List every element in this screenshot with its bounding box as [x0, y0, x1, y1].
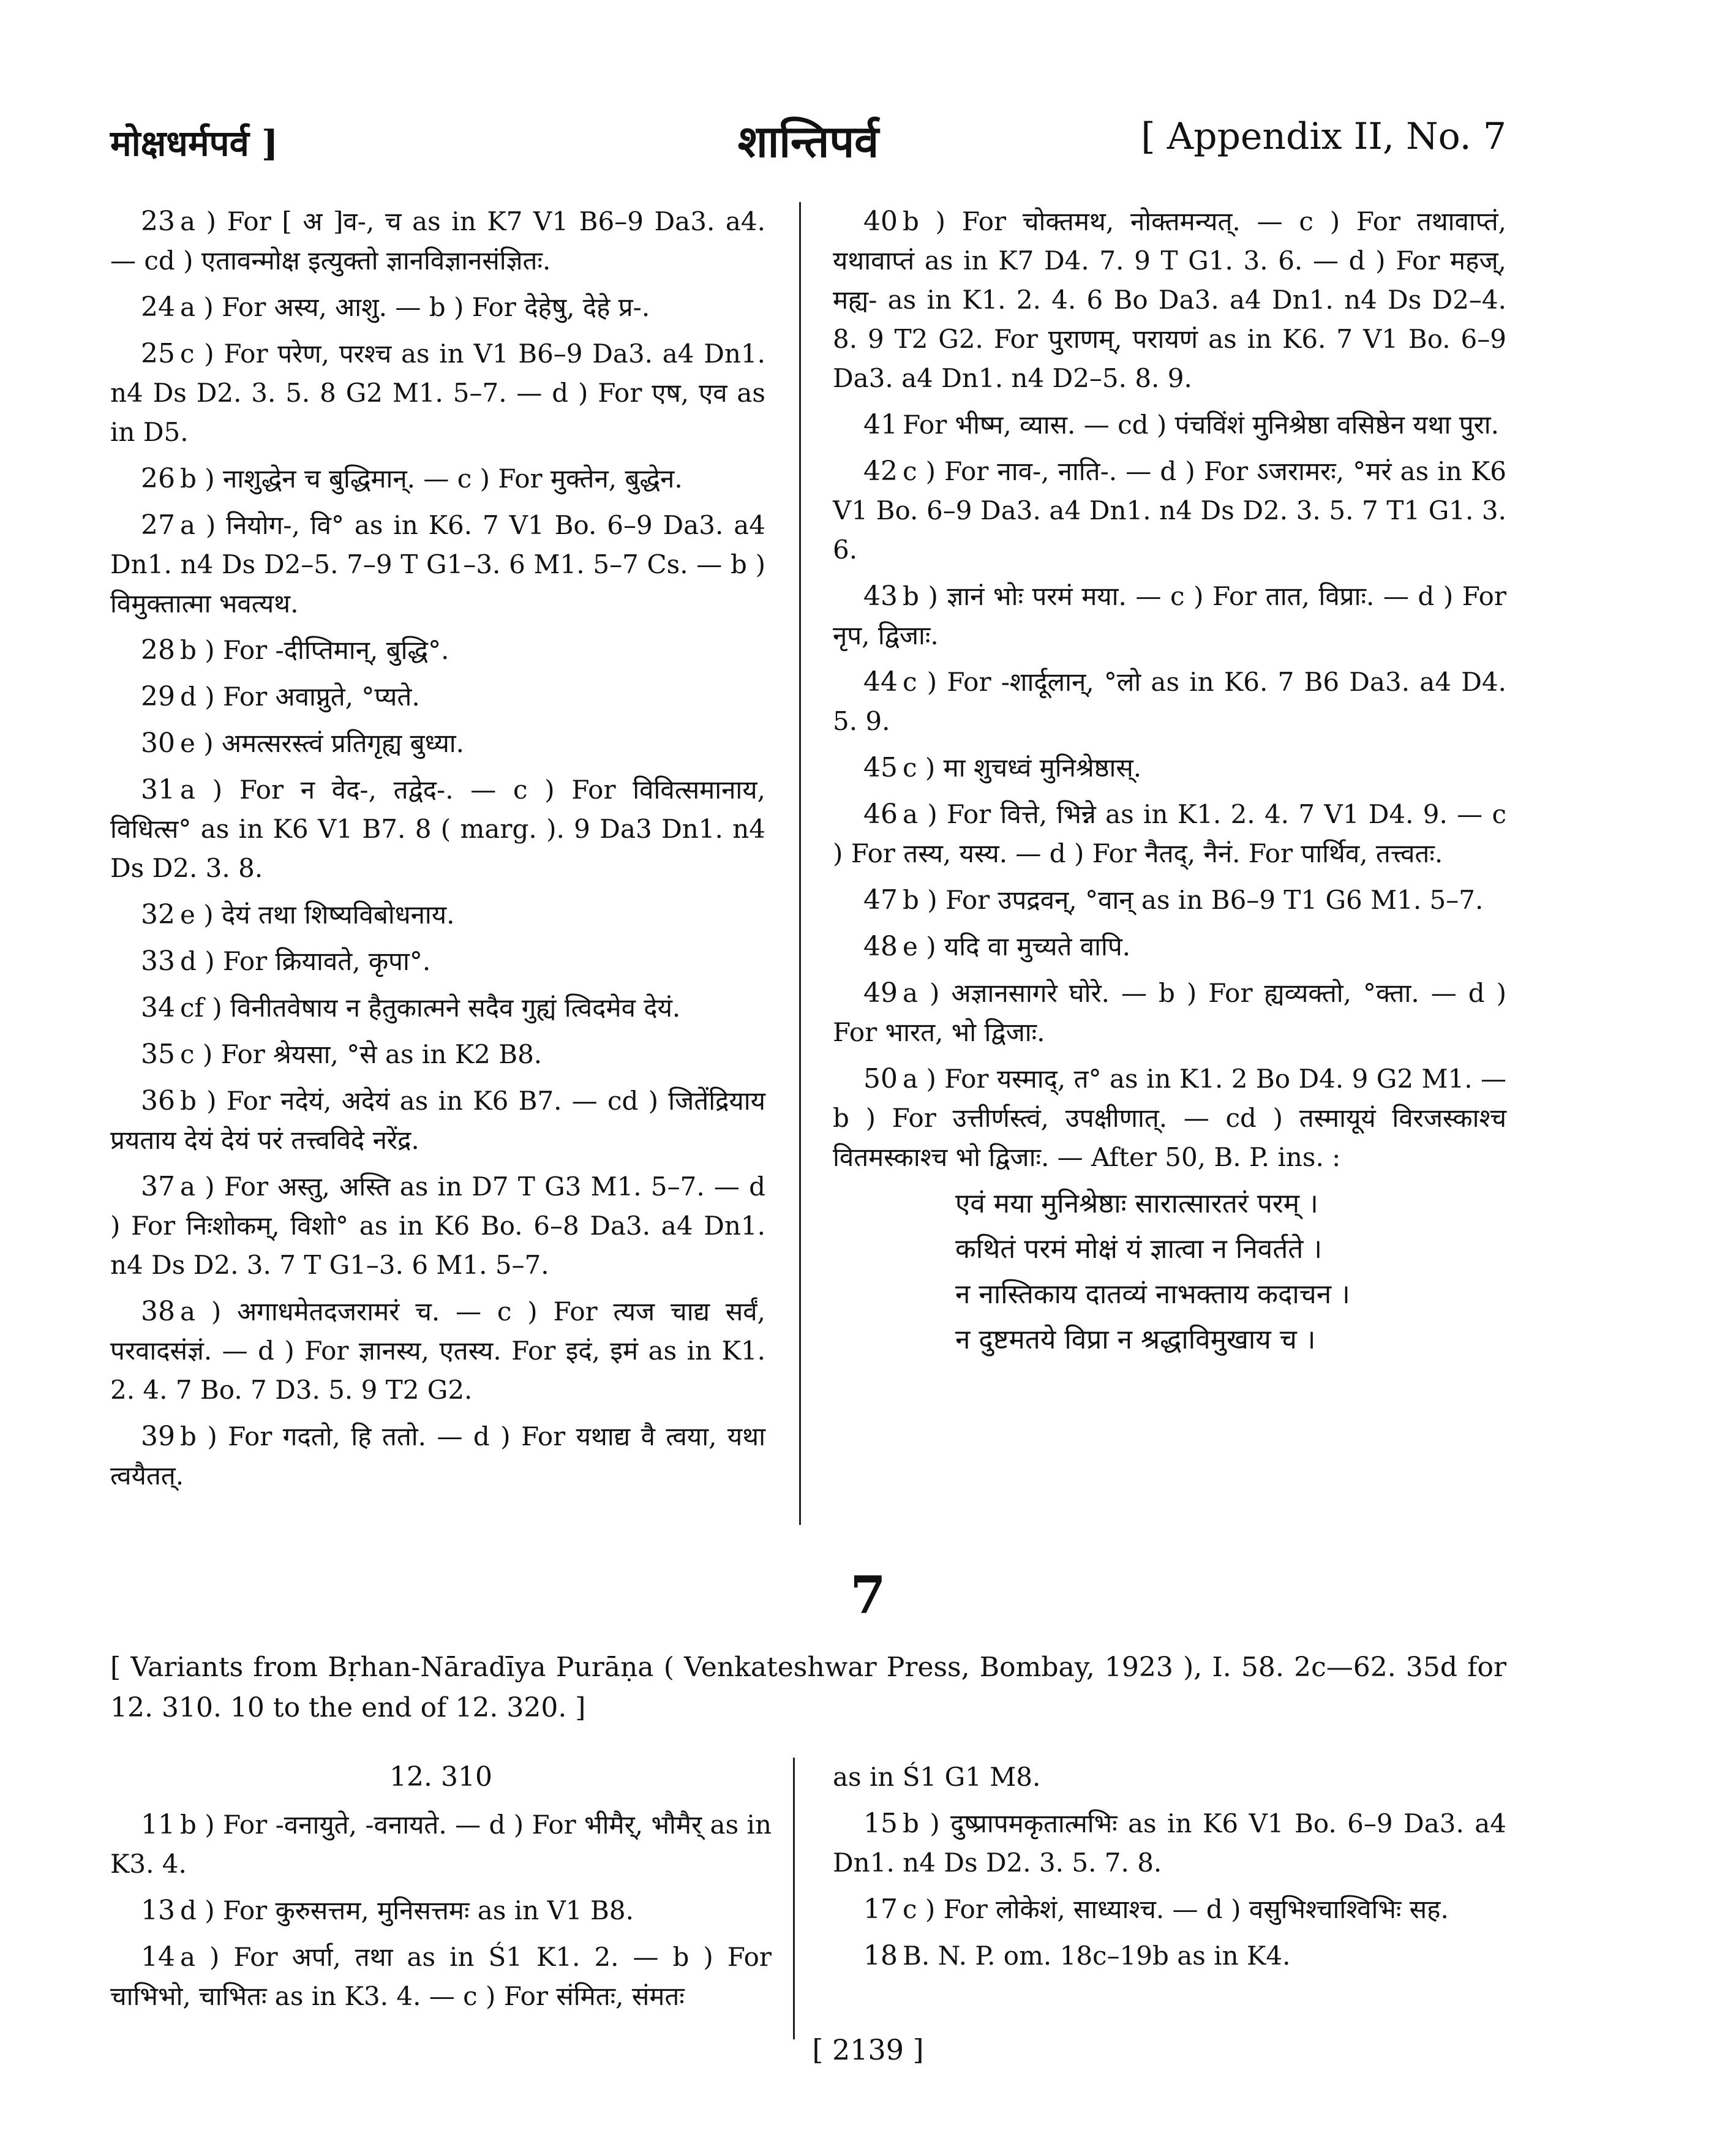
variant-entry [833, 1936, 1506, 1976]
verse-number: 30 [141, 728, 175, 759]
column-divider-bottom [793, 1758, 795, 2039]
verse-number: 47 [863, 884, 898, 916]
verse-number: 29 [141, 681, 175, 712]
verse-number: 17 [863, 1894, 898, 1925]
variant-entry [110, 895, 765, 935]
variant-text: a ) For [ अ ]व-, च as in K7 V1 B6–9 Da3. a4. — cd ) एतावन्मोक्ष इत्युक्तो ज्ञानविज्ञानसंज्ञितः. [110, 206, 765, 276]
verse-number: 42 [863, 456, 898, 487]
verse-number: 44 [863, 666, 898, 698]
variant-entry [110, 1082, 765, 1160]
verse-number: 50 [863, 1063, 898, 1094]
variant-text: a ) For अर्पा, तथा as in Ś1 K1. 2. — b ) For चाभिभो, चाभितः as in K3. 4. — c ) For संमितः, संमतः [110, 1942, 772, 2011]
variant-text: b ) For -वनायुते, -वनायते. — d ) For भीमैर्, भौमैर् as in K3. 4. [110, 1810, 772, 1879]
left-column-top [110, 202, 765, 1503]
right-column-top [833, 202, 1506, 1366]
variant-text: b ) For -दीप्तिमान्, बुद्धि°. [180, 635, 449, 665]
verse-number: 46 [863, 799, 898, 830]
variant-text: a ) नियोग-, वि° as in K6. 7 V1 Bo. 6–9 Da3. a4 Dn1. n4 Ds D2–5. 7–9 T G1–3. 6 M1. 5–7 Cs. — b ) विमुक्तात्मा भवत्यथ. [110, 510, 765, 619]
verse-number: 45 [863, 752, 898, 783]
variant-entry [110, 1891, 772, 1930]
verse-number: 25 [141, 338, 175, 369]
variant-text: d ) For कुरुसत्तम, मुनिसत्तमः as in V1 B8. [180, 1895, 634, 1925]
variant-text: c ) For परेण, परश्च as in V1 B6–9 Da3. a4 Dn1. n4 Ds D2. 3. 5. 8 G2 M1. 5–7. — d ) For एष, एव as in D5. [110, 339, 765, 447]
variant-text: b ) For गदतो, हि ततो. — d ) For यथाद्य वै त्वया, यथा त्वयैतत्. [110, 1421, 765, 1491]
section-number: 7 [850, 1565, 886, 1625]
variant-entry [833, 405, 1506, 445]
verse-number: 23 [141, 206, 175, 237]
variant-text: b ) ज्ञानं भोः परमं मया. — c ) For तात, विप्राः. — d ) For नृप, द्विजाः. [833, 581, 1506, 650]
variant-entry [110, 288, 765, 327]
verse-number: 15 [863, 1808, 898, 1839]
subsection-heading: 12. 310 [389, 1761, 492, 1793]
variant-text: B. N. P. om. 18c–19b as in K4. [903, 1941, 1291, 1971]
variant-entry [833, 974, 1506, 1052]
variant-text: e ) यदि वा मुच्यते वापि. [903, 931, 1131, 961]
page-number: [ 2139 ] [812, 2033, 924, 2066]
verse-number: 18 [863, 1940, 898, 1971]
verse-number: 31 [141, 774, 175, 805]
verse-number: 32 [141, 899, 175, 930]
variant-entry [833, 1059, 1506, 1177]
variant-entry [110, 1417, 765, 1496]
page-header [110, 110, 1506, 178]
variant-entry [833, 577, 1506, 655]
variant-entry [110, 942, 765, 981]
variant-entry [833, 1804, 1506, 1883]
verse-line: न नास्तिकाय दातव्यं नाभक्ताय कदाचन । [955, 1279, 1350, 1310]
right-column-bottom [833, 1758, 1506, 1983]
variant-text: b ) For चोक्तमथ, नोक्तमन्यत्. — c ) For तथावाप्तं, यथावाप्तं as in K7 D4. 7. 9 T G1. 3. 6. — d ) For महज्, मह्य- as in K1. 2. 4. 6 Bo Da3. a4 Dn1. n4 Ds D2–4. 8. 9 T2 G2. For पुराणम्, परायणं as in K6. 7 V1 Bo. 6–9 Da3. a4 Dn1. n4 D2–5. 8. 9. [833, 206, 1506, 393]
variant-text: e ) अमत्सरस्त्वं प्रतिगृह्य बुध्या. [180, 728, 465, 758]
verse-number: 49 [863, 977, 898, 1009]
variant-entry [110, 1805, 772, 1884]
variant-entry [833, 927, 1506, 966]
left-column-bottom [110, 1758, 772, 2023]
variant-entry [833, 881, 1506, 920]
variant-entry [110, 506, 765, 623]
variant-entry [833, 795, 1506, 873]
variant-text: a ) अज्ञानसागरे घोरे. — b ) For ह्यव्यक्तो, °क्ता. — d ) For भारत, भो द्विजाः. [833, 978, 1506, 1047]
variant-text: d ) For अवाप्नुते, °प्यते. [180, 682, 420, 712]
header-right-appendix: [ Appendix II, No. 7 [1141, 115, 1506, 158]
variant-text: c ) For श्रेयसा, °से as in K2 B8. [180, 1039, 543, 1069]
variant-entry [110, 631, 765, 670]
variant-entry [833, 663, 1506, 741]
column-divider-top [799, 202, 801, 1525]
header-left-parva: मोक्षधर्मपर्व ] [110, 122, 279, 164]
verse-number: 26 [141, 463, 175, 494]
variant-text: d ) For क्रियावते, कृपा°. [180, 946, 431, 976]
variant-text: a ) For यस्माद्, त° as in K1. 2 Bo D4. 9 G2 M1. — b ) For उत्तीर्णस्त्वं, उपक्षीणात्. — cd ) तस्मायूयं विरजस्काश्च वितमस्काश्च भो द्विजाः. — After 50, B. P. ins. : [833, 1064, 1506, 1172]
variant-entry [110, 1292, 765, 1410]
verse-number: 33 [141, 946, 175, 977]
variant-text: a ) For अस्य, आशु. — b ) For देहेषु, देहे प्र-. [180, 292, 650, 322]
variant-entry [110, 677, 765, 717]
variant-entry [110, 1167, 765, 1285]
verse-number: 24 [141, 292, 175, 323]
variant-entry [833, 748, 1506, 788]
verse-number: 36 [141, 1085, 175, 1116]
variant-entry [110, 334, 765, 452]
variant-entry [110, 1035, 765, 1074]
variant-text: b ) नाशुद्धेन च बुद्धिमान्. — c ) For मुक्तेन, बुद्धेन. [180, 464, 683, 494]
variant-text: a ) For न वेद-, तद्वेद-. — c ) For विवित्समानाय, विधित्स° as in K6 V1 B7. 8 ( marg. ). 9 Da3 Dn1. n4 Ds D2. 3. 8. [110, 775, 765, 883]
verse-number: 28 [141, 634, 175, 666]
verse-number: 43 [863, 581, 898, 612]
verse-number: 13 [141, 1895, 175, 1926]
verse-number: 11 [141, 1809, 175, 1840]
variant-entry [110, 770, 765, 888]
variant-text: c ) मा शुचध्वं मुनिश्रेष्ठास्. [903, 753, 1142, 783]
variant-text: cf ) विनीतवेषाय न हैतुकात्मने सदैव गुह्यं त्विदमेव देयं. [180, 993, 681, 1023]
variant-text: b ) For नदेयं, अदेयं as in K6 B7. — cd ) जितेंद्रियाय प्रयताय देयं देयं परं तत्त्वविदे नरेंद्र. [110, 1086, 765, 1155]
variant-text: b ) For उपद्रवन्, °वान् as in B6–9 T1 G6 M1. 5–7. [903, 885, 1484, 915]
variant-entry [110, 1938, 772, 2016]
verse-line: न दुष्टमतये विप्रा न श्रद्धाविमुखाय च । [955, 1324, 1316, 1355]
variant-text: c ) For नाव-, नाति-. — d ) For ऽजरामरः, °मरं as in K6 V1 Bo. 6–9 Da3. a4 Dn1. n4 Ds D2. 3. 5. 7 T1 G1. 3. 6. [833, 456, 1506, 565]
variant-entry [110, 988, 765, 1028]
verse-number: 38 [141, 1296, 175, 1327]
verse-number: 40 [863, 206, 898, 237]
verse-line: एवं मया मुनिश्रेष्ठाः सारात्सारतरं परम् । [955, 1188, 1318, 1219]
verse-number: 48 [863, 931, 898, 962]
variant-text: e ) देयं तथा शिष्यविबोधनाय. [180, 900, 455, 930]
variant-text: a ) अगाधमेतदजरामरं च. — c ) For त्यज चाद्य सर्वं, परवादसंज्ञं. — d ) For ज्ञानस्य, एतस्य. For इदं, इमं as in K1. 2. 4. 7 Bo. 7 D3. 5. 9 T2 G2. [110, 1296, 765, 1405]
variant-text: b ) दुष्प्रापमकृतात्मभिः as in K6 V1 Bo. 6–9 Da3. a4 Dn1. n4 Ds D2. 3. 5. 7. 8. [833, 1808, 1506, 1878]
variant-text: For भीष्म, व्यास. — cd ) पंचविंशं मुनिश्रेष्ठा वसिष्ठेन यथा पुरा. [903, 410, 1499, 440]
continuation-text: as in Ś1 G1 M8. [833, 1762, 1041, 1792]
verse-number: 39 [141, 1421, 175, 1452]
variant-text: c ) For -शार्दूलान्, °लो as in K6. 7 B6 Da3. a4 D4. 5. 9. [833, 667, 1506, 736]
verse-number: 41 [863, 409, 898, 440]
verse-line: कथितं परमं मोक्षं यं ज्ञात्वा न निवर्तते । [955, 1233, 1323, 1265]
variant-entry [110, 202, 765, 280]
variant-entry [833, 1890, 1506, 1929]
variant-entry [110, 724, 765, 763]
variant-entry [833, 452, 1506, 570]
section-intro: [ Variants from Bṛhan-Nāradīya Purāṇa ( Venkateshwar Press, Bombay, 1923 ), I. 58. 2c—62. 35d for 12. 310. 10 to the end of 12. 320. ] [110, 1652, 1506, 1723]
variant-text: a ) For अस्तु, अस्ति as in D7 T G3 M1. 5–7. — d ) For निःशोकम्, विशो° as in K6 Bo. 6–8 Da3. a4 Dn1. n4 Ds D2. 3. 7 T G1–3. 6 M1. 5–7. [110, 1172, 765, 1280]
verse-number: 35 [141, 1039, 175, 1070]
verse-number: 27 [141, 510, 175, 541]
variant-text: a ) For वित्ते, भिन्ने as in K1. 2. 4. 7 V1 D4. 9. — c ) For तस्य, यस्य. — d ) For नैतद्, नैनं. For पार्थिव, तत्त्वतः. [833, 799, 1506, 868]
verse-number: 34 [141, 992, 175, 1023]
verse-number: 14 [141, 1941, 175, 1973]
variant-entry [110, 459, 765, 499]
verse-number: 37 [141, 1171, 175, 1202]
variant-text: c ) For लोकेशं, साध्याश्च. — d ) वसुभिश्चाश्विभिः सह. [903, 1894, 1449, 1924]
variant-entry [833, 202, 1506, 398]
header-center-title: शान्तिपर्व [737, 115, 879, 167]
